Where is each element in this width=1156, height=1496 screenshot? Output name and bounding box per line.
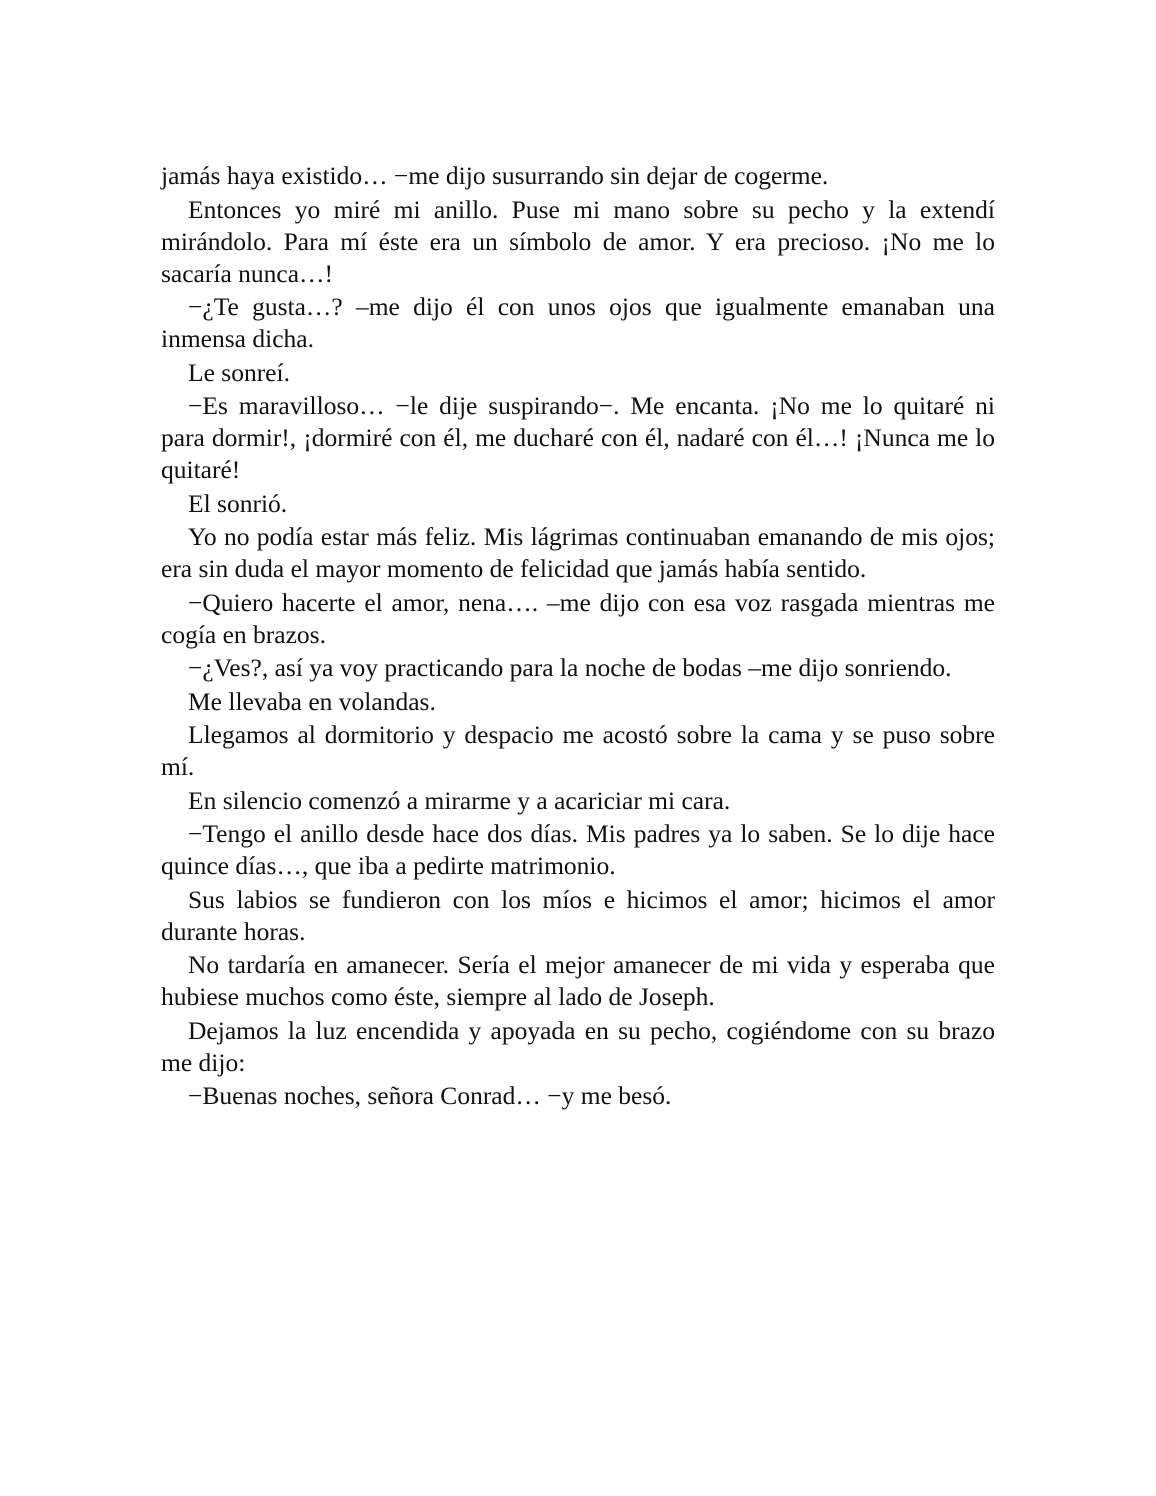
paragraph: Sus labios se fundieron con los míos e hicimos el amor; hicimos el amor durante horas. xyxy=(161,884,995,946)
paragraph: −Buenas noches, señora Conrad… −y me besó. xyxy=(188,1081,672,1110)
paragraph: −Es maravilloso… −le dije suspirando−. Me encanta. ¡No me lo quitaré ni para dormir!, ¡dormiré con él, me ducharé con él, nadaré con él…! ¡Nunca me lo quitaré! xyxy=(161,391,995,484)
paragraph: El sonrió. xyxy=(188,488,288,518)
body-text xyxy=(161,160,995,1114)
paragraph: No tardaría en amanecer. Sería el mejor amanecer de mi vida y esperaba que hubiese muchos como éste, siempre al lado de Joseph. xyxy=(161,950,995,1011)
paragraph: Me llevaba en volandas. xyxy=(188,686,436,716)
paragraph: jamás haya existido… −me dijo susurrando sin dejar de cogerme. xyxy=(161,161,829,190)
paragraph: Entonces yo miré mi anillo. Puse mi mano sobre su pecho y la extendí mirándolo. Para mí éste era un símbolo de amor. Y era precioso. ¡No me lo sacaría nunca…! xyxy=(161,194,995,288)
paragraph: −Quiero hacerte el amor, nena…. –me dijo con esa voz rasgada mientras me cogía en brazos. xyxy=(161,587,995,649)
paragraph: En silencio comenzó a mirarme y a acariciar mi cara. xyxy=(188,785,731,815)
paragraph: −Tengo el anillo desde hace dos días. Mis padres ya lo saben. Se lo dije hace quince días…, que iba a pedirte matrimonio. xyxy=(161,819,995,880)
paragraph: −¿Ves?, así ya voy practicando para la noche de bodas –me dijo sonriendo. xyxy=(188,653,952,682)
paragraph: Le sonreí. xyxy=(188,357,290,387)
paragraph: Dejamos la luz encendida y apoyada en su pecho, cogiéndome con su brazo me dijo: xyxy=(161,1015,995,1077)
paragraph: Llegamos al dormitorio y despacio me acostó sobre la cama y se puso sobre mí. xyxy=(161,720,995,781)
paragraph: Yo no podía estar más feliz. Mis lágrimas continuaban emanando de mis ojos; era sin duda el mayor momento de felicidad que jamás había sentido. xyxy=(161,522,995,583)
paragraph: −¿Te gusta…? –me dijo él con unos ojos que igualmente emanaban una inmensa dicha. xyxy=(161,292,995,353)
